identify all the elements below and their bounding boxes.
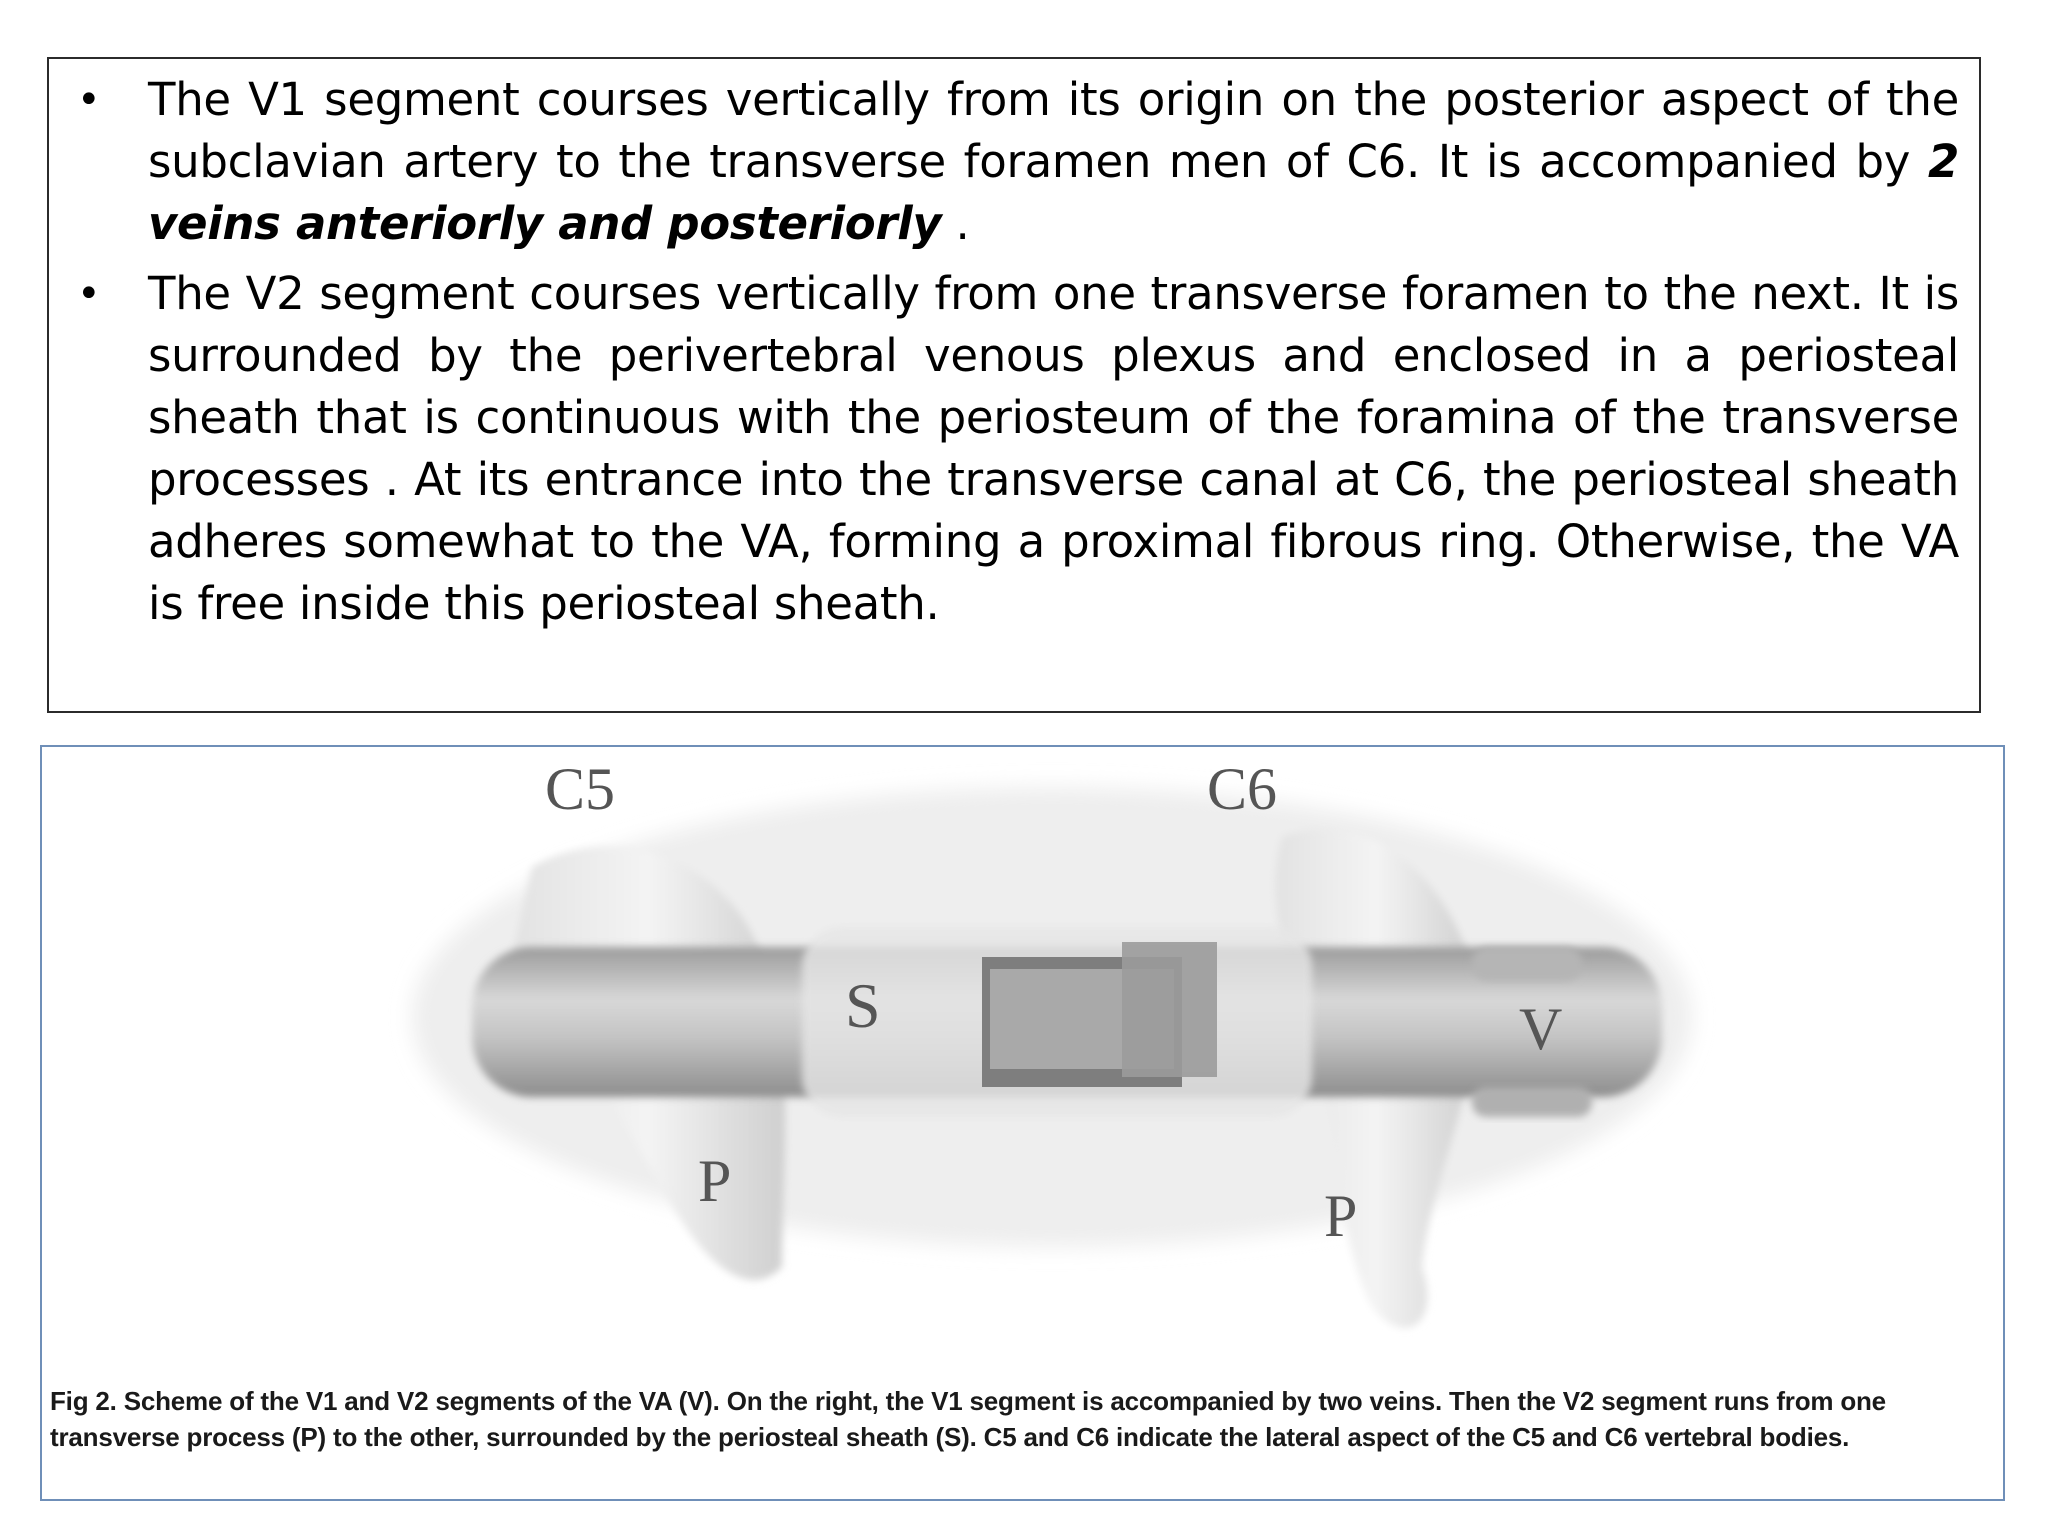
bullet-text-v1 [148, 69, 1959, 255]
bullet-dot: • [77, 77, 101, 123]
label-v: V [1519, 996, 1563, 1062]
bullet-item-v1 [49, 69, 1979, 255]
figure-caption: Fig 2. Scheme of the V1 and V2 segments of the VA (V). On the right, the V1 segment is accompanied by two veins. Then the V2 segment runs from one transverse process (P) to the other, surrounded by the periosteal sheath (S). C5 and C6 indicate the lateral aspect of the C5 and C6 vertebral bodies. [50, 1386, 1886, 1452]
text-box [47, 57, 1981, 713]
bullet-text-v2: The V2 segment courses vertically from one transverse foramen to the next. It is surrounded by the perivertebral venous plexus and enclosed in a periosteal sheath that is continuous with the periosteum of the foramina of the transverse processes . At its entrance into the transverse canal at C6, the periosteal sheath adheres somewhat to the VA, forming a proximal fibrous ring. Otherwise, the VA is free inside this periosteal sheath. [148, 267, 1959, 630]
fibrous-ring [1122, 942, 1217, 1077]
vein-upper [1472, 947, 1582, 981]
bullet-dot: • [77, 271, 101, 317]
label-s: S [845, 970, 881, 1041]
anatomy-figure [40, 745, 2005, 1501]
bullet-text-v1-part1: The V1 segment courses vertically from its origin on the posterior aspect of the subclavian artery to the transverse foramen men of C6. It is accompanied by [148, 73, 1959, 188]
anatomy-illustration [42, 747, 2005, 1387]
label-p-left: P [698, 1148, 732, 1214]
vein-lower [1472, 1087, 1592, 1117]
label-c5: C5 [545, 756, 616, 822]
label-p-right: P [1324, 1183, 1358, 1249]
bullet-item-v2 [49, 263, 1979, 635]
bullet-text-v1-emphasis: 2 veins anteriorly and posteriorly [148, 135, 1959, 250]
label-c6: C6 [1207, 756, 1278, 822]
bullet-text-v1-part2: . [941, 197, 970, 250]
bullet-list [49, 69, 1979, 643]
